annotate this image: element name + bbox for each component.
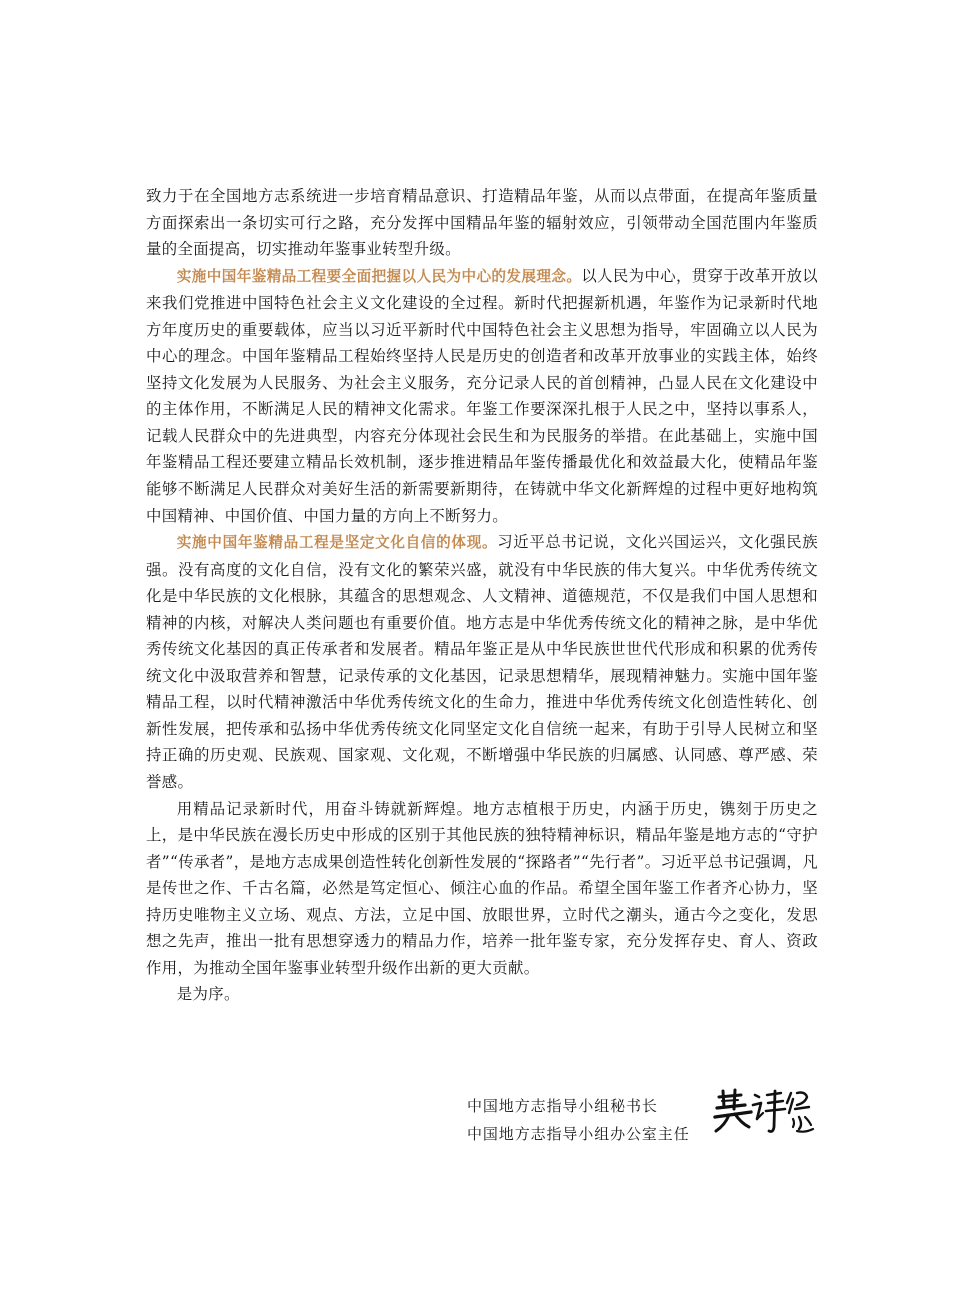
- paragraph-2-text: 以人民为中心，贯穿于改革开放以来我们党推进中国特色社会主义文化建设的全过程。新时代把握新机遇，年鉴作为记录新时代地方年度历史的重要载体，应当以习近平新时代中国特色社会主义思想为指导，牢固确立以人民为中心的理念。中国年鉴精品工程始终坚持人民是历史的创造者和改革开放事业的实践主体，始终坚持文化发展为人民服务、为社会主义服务，充分记录人民的首创精神，凸显人民在文化建设中的主体作用，不断满足人民的精神文化需求。年鉴工作要深深扎根于人民之中，坚持以事系人，记载人民群众中的先进典型，内容充分体现社会民生和为民服务的举措。在此基础上，实施中国年鉴精品工程还要建立精品长效机制，逐步推进精品年鉴传播最优化和效益最大化，使精品年鉴能够不断满足人民群众对美好生活的新需要新期待，在铸就中华文化新辉煌的过程中更好地构筑中国精神、中国价值、中国力量的方向上不断努力。: [146, 266, 818, 525]
- paragraph-3-lead: 实施中国年鉴精品工程是坚定文化自信的体现。: [176, 534, 498, 552]
- closing-line-text: 是为序。: [176, 985, 240, 1004]
- signer-title-2: 中国地方志指导小组办公室主任: [467, 1125, 690, 1143]
- paragraph-4-text: 用精品记录新时代，用奋斗铸就新辉煌。地方志植根于历史，内涵于历史，镌刻于历史之上，是中华民族在漫长历史中形成的区别于其他民族的独特精神标识，精品年鉴是地方志的“守护者”“传承者”，是地方志成果创造性转化创新性发展的“探路者”“先行者”。习近平总书记强调，凡是传世之作、千古名篇，必然是笃定恒心、倾注心血的作品。希望全国年鉴工作者齐心协力，坚持历史唯物主义立场、观点、方法，立足中国、放眼世界，立时代之潮头，通古今之变化，发思想之先声，推出一批有思想穿透力的精品力作，培养一批年鉴专家，充分发挥存史、育人、资政作用，为推动全国年鉴事业转型升级作出新的更大贡献。: [146, 799, 818, 977]
- paragraph-4: [146, 796, 818, 982]
- paragraph-3-text: 习近平总书记说，文化兴国运兴，文化强民族强。没有高度的文化自信，没有文化的繁荣兴盛，就没有中华民族的伟大复兴。中华优秀传统文化是中华民族的文化根脉，其蕴含的思想观念、人文精神、道德规范，不仅是我们中国人思想和精神的内核，对解决人类问题也有重要价值。地方志是中华优秀传统文化的精神之脉，是中华优秀传统文化基因的真正传承者和发展者。精品年鉴正是从中华民族世世代代形成和积累的优秀传统文化中汲取营养和智慧，记录传承的文化基因，记录思想精华，展现精神魅力。实施中国年鉴精品工程，以时代精神激活中华优秀传统文化的生命力，推进中华优秀传统文化创造性转化、创新性发展，把传承和弘扬中华优秀传统文化同坚定文化自信统一起来，有助于引导人民树立和坚持正确的历史观、民族观、国家观、文化观，不断增强中华民族的归属感、认同感、尊严感、荣誉感。: [146, 533, 818, 792]
- paragraph-1-text: 致力于在全国地方志系统进一步培育精品意识、打造精品年鉴，从而以点带面，在提高年鉴质量方面探索出一条切实可行之路，充分发挥中国精品年鉴的辐射效应，引领带动全国范围内年鉴质量的全面提高，切实推动年鉴事业转型升级。: [146, 187, 818, 259]
- closing-line: [146, 981, 818, 1008]
- paragraph-3: [146, 529, 818, 795]
- handwritten-signature: [711, 1087, 817, 1143]
- paragraph-1: [146, 183, 818, 263]
- preface-body: [146, 183, 818, 1008]
- paragraph-2: [146, 263, 818, 529]
- signer-title-1: 中国地方志指导小组秘书长: [467, 1097, 658, 1115]
- signature-block: [467, 1095, 827, 1155]
- paragraph-2-lead: 实施中国年鉴精品工程要全面把握以人民为中心的发展理念。: [176, 267, 582, 285]
